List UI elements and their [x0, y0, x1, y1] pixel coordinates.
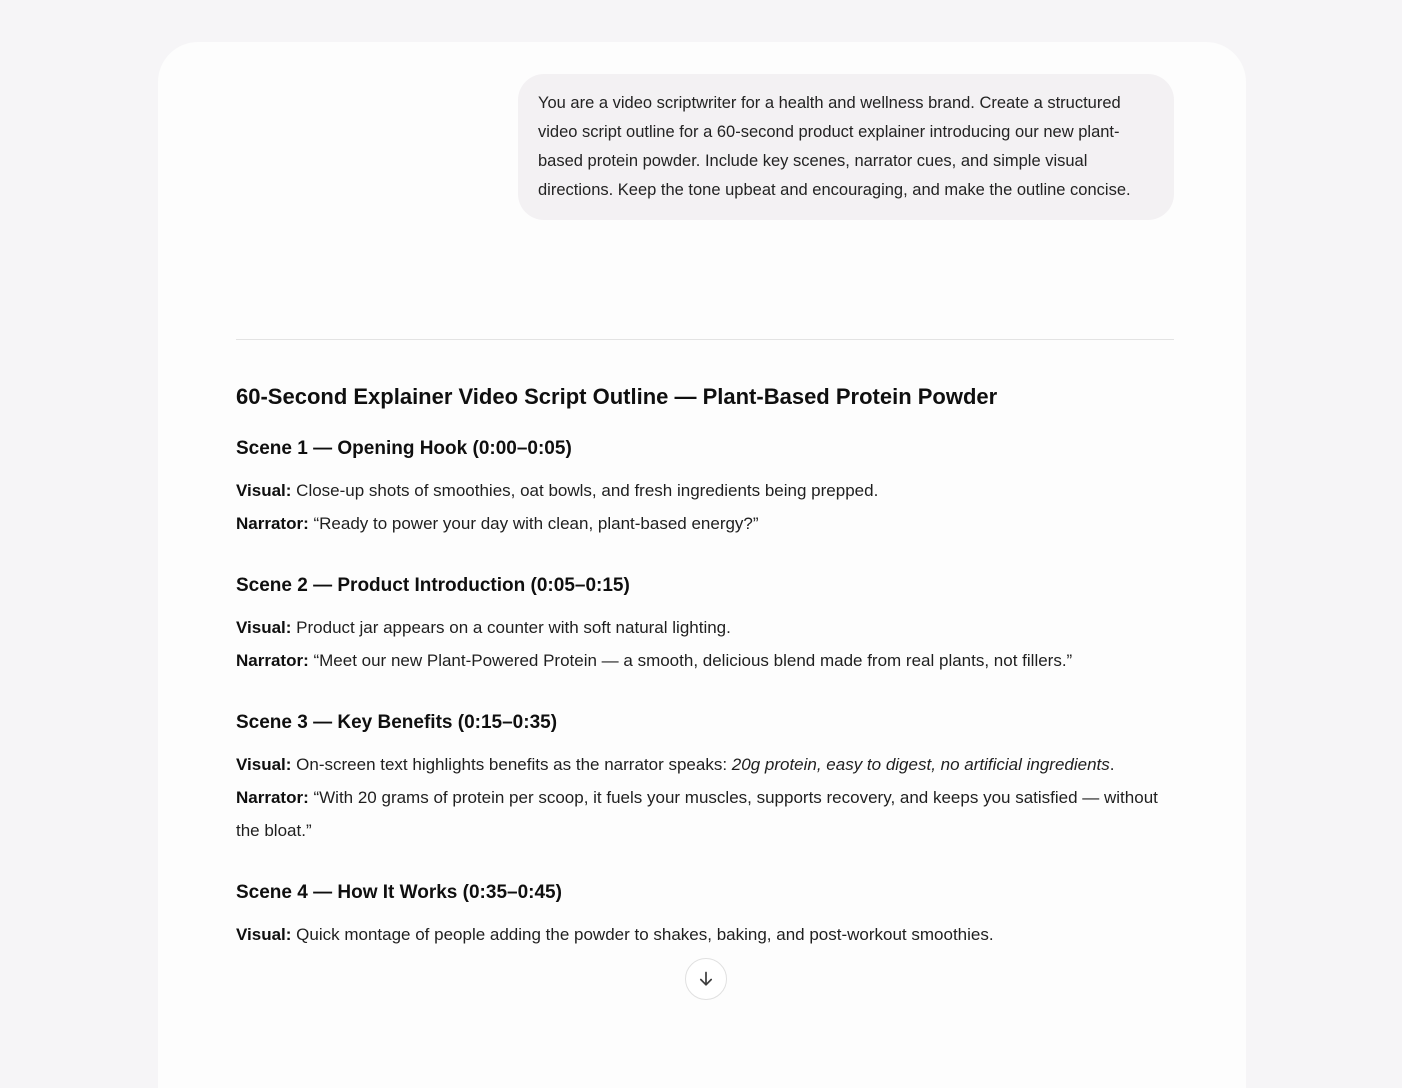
- scene-line: Visual: Product jar appears on a counter with soft natural lighting.: [236, 618, 731, 637]
- scene-heading: Scene 1 — Opening Hook (0:00–0:05): [236, 438, 572, 459]
- user-message-row: [236, 74, 1174, 220]
- scene-line: Visual: On-screen text highlights benefits as the narrator speaks: 20g protein, easy to digest, no artificial ingredients.: [236, 755, 1115, 774]
- scene-heading: Scene 2 — Product Introduction (0:05–0:15): [236, 575, 630, 596]
- scene-block: [236, 711, 1174, 847]
- user-message-bubble: [518, 74, 1174, 220]
- scene-heading: Scene 4 — How It Works (0:35–0:45): [236, 882, 562, 903]
- scene-line: Visual: Close-up shots of smoothies, oat bowls, and fresh ingredients being prepped.: [236, 481, 879, 500]
- assistant-response: [236, 383, 1174, 951]
- scene-line: Narrator: “Ready to power your day with clean, plant-based energy?”: [236, 514, 759, 533]
- scene-line: Narrator: “With 20 grams of protein per scoop, it fuels your muscles, supports recovery, and keeps you satisfied — without the bloat.”: [236, 788, 1158, 840]
- scene-line: Visual: Quick montage of people adding the powder to shakes, baking, and post-workout smoothies.: [236, 925, 994, 944]
- arrow-down-icon: [696, 969, 716, 989]
- message-divider: [236, 339, 1174, 340]
- scene-block: [236, 881, 1174, 951]
- user-message-text: You are a video scriptwriter for a health and wellness brand. Create a structured video script outline for a 60-second product explainer introducing our new plant-based protein powder. Include key scenes, narrator cues, and simple visual directions. Keep the tone upbeat and encouraging, and make the outline concise.: [538, 94, 1131, 199]
- response-title: 60-Second Explainer Video Script Outline — Plant-Based Protein Powder: [236, 384, 998, 409]
- scene-heading: Scene 3 — Key Benefits (0:15–0:35): [236, 712, 558, 733]
- chat-card: [158, 42, 1246, 1088]
- scene-list: [236, 437, 1174, 951]
- scene-block: [236, 574, 1174, 677]
- scene-line: Narrator: “Meet our new Plant-Powered Protein — a smooth, delicious blend made from real plants, not fillers.”: [236, 651, 1073, 670]
- scene-block: [236, 437, 1174, 540]
- conversation-column: [236, 42, 1174, 951]
- scroll-to-bottom-button[interactable]: [685, 958, 727, 1000]
